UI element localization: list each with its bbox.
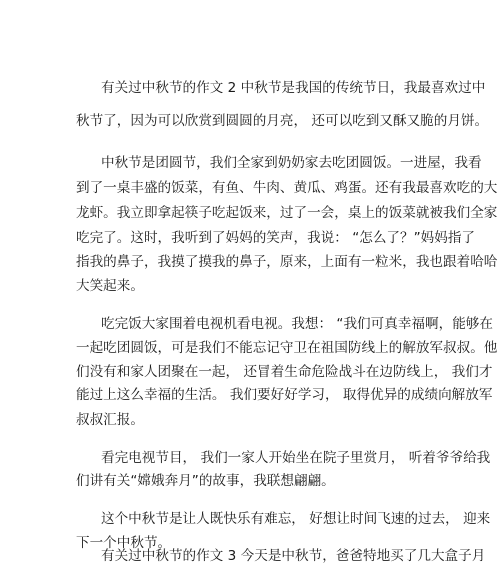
- text-line: 这个中秋节是让人既快乐有难忘， 好想让时间飞速的过去， 迎来: [101, 511, 491, 527]
- text-line: 吃完了。这时，我听到了妈妈的笑声，我说： “怎么了？”妈妈指了: [76, 230, 476, 246]
- text-line: 大笑起来。: [76, 278, 144, 294]
- text-line: 下一个中秋节。: [76, 535, 172, 551]
- text-line: 到了一桌丰盛的饭菜，有鱼、牛肉、黄瓜、鸡蛋。还有我最喜欢吃的大: [76, 180, 498, 196]
- text-line: 有关过中秋节的作文 2 中秋节是我国的传统节日，我最喜欢过中: [101, 80, 486, 96]
- text-line: 们没有和家人团聚在一起， 还冒着生命危险战斗在边防线上， 我们才: [76, 364, 493, 380]
- text-line: 指我的鼻子，我摸了摸我的鼻子，原来，上面有一粒米，我也跟着哈哈: [76, 254, 498, 270]
- text-line: 有关过中秋节的作文 3 今天是中秋节，爸爸特地买了几大盒子月: [101, 548, 486, 564]
- text-line: 叔叔汇报。: [76, 412, 144, 428]
- text-line: 龙虾。我立即拿起筷子吃起饭来，过了一会，桌上的饭菜就被我们全家: [76, 205, 498, 221]
- text-line: 们讲有关“嫦娥奔月”的故事，我联想翩翩。: [76, 473, 335, 489]
- text-line: 能过上这么幸福的生活。 我们要好好学习， 取得优异的成绩向解放军: [76, 387, 493, 403]
- text-line: 秋节了，因为可以欣赏到圆圆的月亮， 还可以吃到又酥又脆的月饼。: [76, 113, 489, 129]
- text-line: 中秋节是团圆节，我们全家到奶奶家去吃团圆饭。一进屋，我看: [101, 155, 482, 171]
- text-line: 一起吃团圆饭，可是我们不能忘记守卫在祖国防线上的解放军叔叔。他: [76, 340, 498, 356]
- text-line: 看完电视节目， 我们一家人开始坐在院子里赏月， 听着爷爷给我: [101, 450, 491, 466]
- text-line: 吃完饭大家围着电视机看电视。我想： “我们可真幸福啊，能够在: [101, 316, 493, 332]
